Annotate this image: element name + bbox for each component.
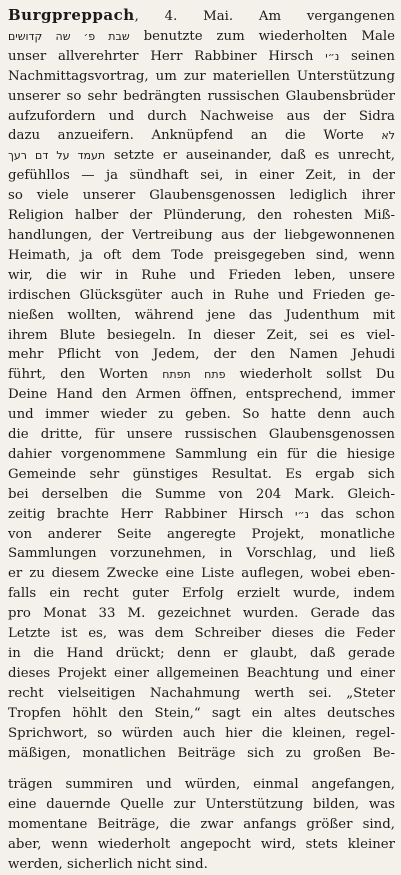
article-line: Sammlungen vorzunehmen, in Vorschlag, und ließ bbox=[8, 546, 395, 562]
article-line: irdischen Glücksgüter auch in Ruhe und Frieden ge- bbox=[8, 287, 395, 303]
article-line: Religion halber der Plünderung, den rohesten Miß- bbox=[8, 208, 395, 224]
article-line: Heimath, ja oft dem Tode preisgegeben sind, wenn bbox=[8, 247, 395, 263]
article-line: falls ein recht guter Erfolg erzielt wurde, indem bbox=[8, 586, 395, 602]
article-line: unser allverehrter Herr Rabbiner Hirsch נ״י seinen bbox=[8, 48, 395, 64]
article-line: wir, die wir in Ruhe und Frieden leben, unsere bbox=[8, 267, 395, 283]
article-line: zeitig brachte Herr Rabbiner Hirsch נ״י das schon bbox=[8, 506, 395, 522]
article-line: mäßigen, monatlichen Beiträge sich zu großen Be- bbox=[8, 745, 395, 761]
hebrew-text: פתח תפתח bbox=[162, 368, 226, 382]
article-line: und immer wieder zu geben. So hatte denn auch bbox=[8, 407, 395, 423]
article-line: in die Hand drückt; denn er glaubt, daß gerade bbox=[8, 646, 395, 661]
article-line: Deine Hand den Armen öffnen, entsprechend, immer bbox=[8, 387, 395, 403]
hebrew-text: תעמד על דם רעך bbox=[8, 149, 106, 163]
hebrew-text: שבת פ׳ שה קדושים bbox=[8, 29, 130, 43]
article-line: pro Monat 33 M. gezeichnet wurden. Gerade das bbox=[8, 606, 395, 622]
article-line: Sprichwort, so würden auch hier die kleinen, regel- bbox=[8, 725, 395, 741]
hebrew-text: נ״י bbox=[325, 49, 340, 63]
article-line: so viele unserer Glaubensgenossen lediglich ihrer bbox=[8, 188, 395, 204]
article-line: werden, sicherlich nicht sind. bbox=[8, 857, 208, 873]
article-line: mehr Pflicht von Jedem, der den Namen Jehudi bbox=[8, 347, 395, 363]
article-line: שבת פ׳ שה קדושים benutzte zum wiederholten Male bbox=[8, 28, 395, 44]
hebrew-text: נ״י bbox=[295, 507, 310, 521]
article-line: von anderer Seite angeregte Projekt, monatliche bbox=[8, 526, 395, 542]
article-line: handlungen, der Vertreibung aus der liebgewonnenen bbox=[8, 227, 395, 243]
article-line: Letzte ist es, was dem Schreiber dieses die Feder bbox=[8, 626, 395, 642]
article-line: aber, wenn wiederholt angepocht wird, stets kleiner bbox=[8, 837, 395, 853]
paragraph-gap bbox=[8, 763, 395, 775]
article-line: die dritte, für unsere russischen Glaubensgenossen bbox=[8, 427, 395, 443]
article-line: trägen summiren und würden, einmal angefangen, bbox=[8, 777, 395, 793]
article-line: Tropfen höhlt den Stein,“ sagt ein altes deutsches bbox=[8, 705, 395, 721]
article-line: nießen wollten, während jene das Judenthum mit bbox=[8, 307, 395, 323]
article-line: aufzufordern und durch Nachweise aus der Sidra bbox=[8, 108, 395, 124]
article-line: dazu anzueifern. Anknüpfend an die Worte לא bbox=[8, 128, 395, 144]
article-line: er zu diesem Zwecke eine Liste auflegen, wobei eben- bbox=[8, 566, 395, 582]
hebrew-text: לא bbox=[381, 129, 395, 143]
article-line: führt, den Worten פתח תפתח wiederholt sollst Du bbox=[8, 367, 395, 383]
article-line: dieses Projekt einer allgemeinen Beachtung und einer bbox=[8, 665, 395, 681]
article-line: Nachmittagsvortrag, um zur materiellen Unterstützung bbox=[8, 68, 395, 84]
article-line: eine dauernde Quelle zur Unterstützung bilden, was bbox=[8, 797, 395, 813]
article-dateline: , 4. Mai. bbox=[134, 9, 234, 24]
article-line: Burgpreppach, 4. Mai. Am vergangenen bbox=[8, 6, 395, 24]
article-line: unserer so sehr bedrängten russischen Glaubensbrüder bbox=[8, 88, 395, 104]
article-line: momentane Beiträge, die zwar anfangs größer sind, bbox=[8, 817, 395, 833]
article-line: bei derselben die Summe von 204 Mark. Gleich- bbox=[8, 486, 395, 502]
news-article bbox=[8, 6, 395, 875]
article-line: gefühllos — ja sündhaft sei, in einer Zeit, in der bbox=[8, 168, 395, 184]
article-place: Burgpreppach bbox=[8, 6, 135, 24]
article-line: recht vielseitigen Nachahmung werth sei. „Steter bbox=[8, 685, 395, 701]
article-line: ihrem Blute besiegeln. In dieser Zeit, sei es viel- bbox=[8, 327, 395, 343]
article-line: תעמד על דם רעך setzte er auseinander, daß es unrecht, bbox=[8, 148, 395, 164]
article-line: Gemeinde sehr günstiges Resultat. Es ergab sich bbox=[8, 466, 395, 482]
article-line: dahier vorgenommene Sammlung ein für die hiesige bbox=[8, 446, 395, 462]
